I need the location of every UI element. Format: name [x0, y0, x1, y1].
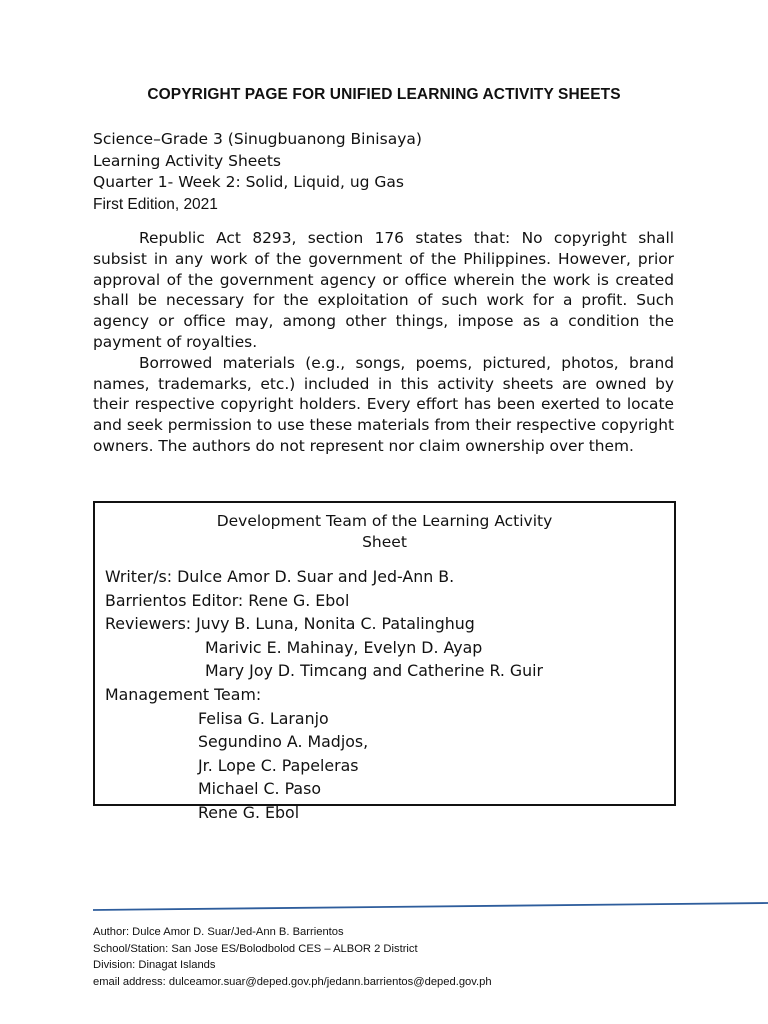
- footer-divider: [93, 900, 768, 914]
- development-team-heading: [95, 511, 674, 553]
- editor-line: Barrientos Editor: Rene G. Ebol: [105, 590, 350, 610]
- heading-line-2: Sheet: [362, 533, 407, 551]
- page-title: COPYRIGHT PAGE FOR UNIFIED LEARNING ACTIVITY SHEETS: [147, 86, 621, 103]
- management-label: Management Team:: [105, 684, 262, 704]
- reviewers-line-3: Mary Joy D. Timcang and Catherine R. Guir: [205, 661, 544, 681]
- quarter-week-line: Quarter 1- Week 2: Solid, Liquid, ug Gas: [93, 173, 404, 191]
- footer-author: Author: Dulce Amor D. Suar/Jed-Ann B. Barrientos: [93, 926, 344, 938]
- document-type-line: Learning Activity Sheets: [93, 151, 281, 170]
- edition-line: First Edition, 2021: [93, 195, 218, 213]
- reviewers-line: Reviewers: Juvy B. Luna, Nonita C. Patalinghug: [105, 614, 475, 634]
- development-team-list: [105, 565, 665, 825]
- development-team-box: [93, 501, 676, 822]
- footer-division: Division: Dinagat Islands: [93, 959, 216, 971]
- copyright-paragraph-1: Republic Act 8293, section 176 states that: No copyright shall subsist in any work of the government of the Philippines. However, prior approval of the government agency or office wherein the work is created shall be necessary for the exploitation of such work for a profit. Such agency or office may, among other things, impose as a condition the payment of royalties.: [93, 229, 674, 351]
- footer-school: School/Station: San Jose ES/Bolodbolod CES – ALBOR 2 District: [93, 942, 418, 955]
- copyright-notice: [93, 228, 674, 457]
- management-member: Segundino A. Madjos,: [198, 732, 369, 752]
- management-member: Felisa G. Laranjo: [198, 708, 329, 728]
- footer-email: email address: dulceamor.suar@deped.gov.ph/jedann.barrientos@deped.gov.ph: [93, 975, 492, 988]
- copyright-paragraph-2: Borrowed materials (e.g., songs, poems, pictured, photos, brand names, trademarks, etc.) included in this activity sheets are owned by their respective copyright holders. Every effort has been exerted to locate and seek permission to use these materials from their respective copyright owners. The authors do not represent nor claim ownership over them.: [93, 353, 674, 455]
- management-member: Rene G. Ebol: [198, 802, 300, 822]
- footer: [93, 924, 492, 990]
- document-info: [93, 129, 422, 215]
- management-member: Jr. Lope C. Papeleras: [198, 755, 359, 775]
- reviewers-line-2: Marivic E. Mahinay, Evelyn D. Ayap: [205, 637, 483, 657]
- subject-line: Science–Grade 3 (Sinugbuanong Binisaya): [93, 130, 422, 148]
- divider-line: [93, 903, 768, 910]
- management-member: Michael C. Paso: [198, 779, 321, 799]
- writers-line: Writer/s: Dulce Amor D. Suar and Jed-Ann B.: [105, 567, 455, 586]
- heading-line-1: Development Team of the Learning Activity: [216, 512, 553, 530]
